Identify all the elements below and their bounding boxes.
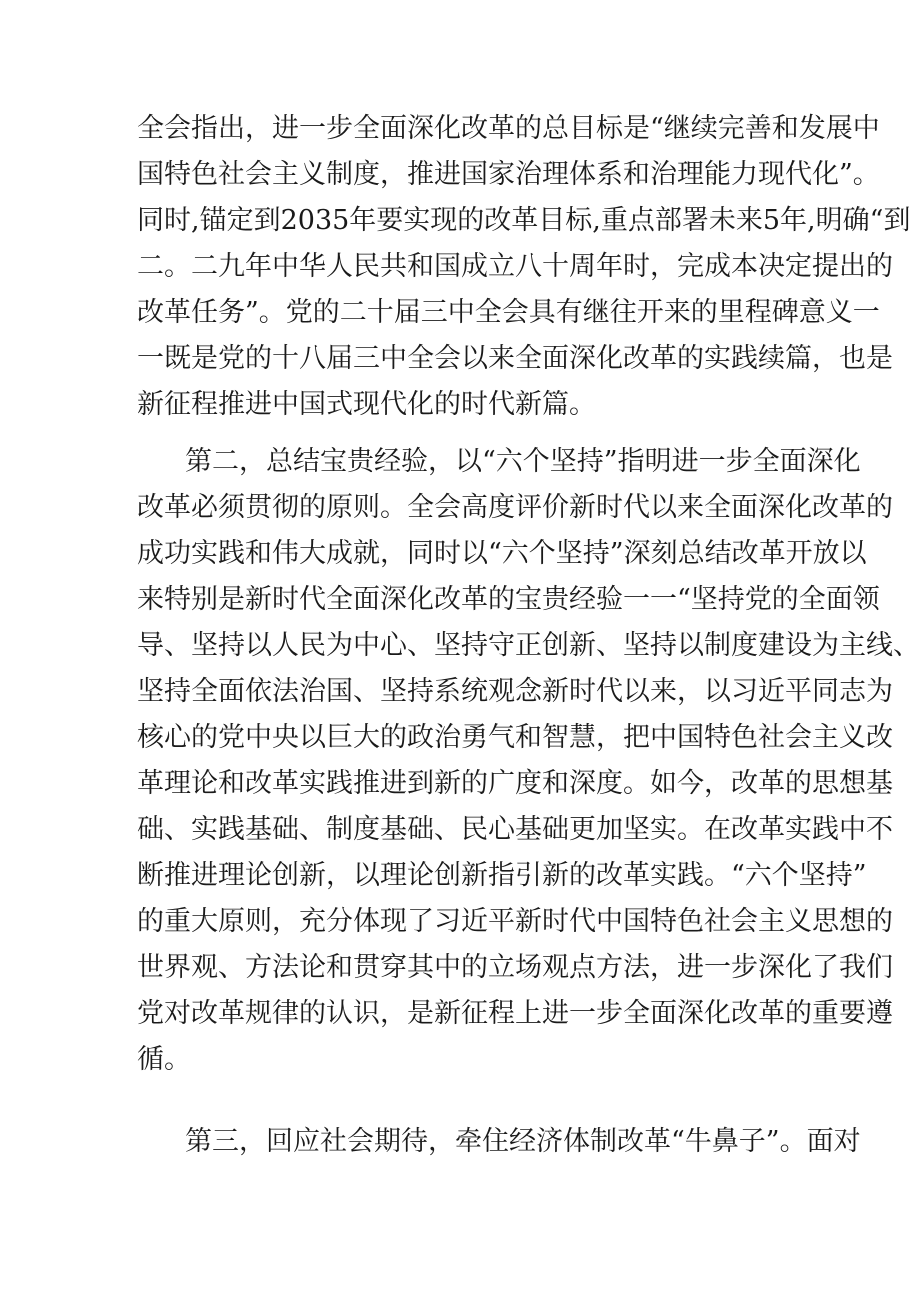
text-line: 坚持全面依法治国、坚持系统观念新时代以来，以习近平同志为 xyxy=(137,676,893,707)
text-line: 循。 xyxy=(137,1044,191,1075)
text-line: 的重大原则，充分体现了习近平新时代中国特色社会主义思想的 xyxy=(137,906,893,937)
text-line: 断推进理论创新，以理论创新指引新的改革实践。“六个坚持” xyxy=(137,860,867,891)
text-line: 改革任务”。党的二十届三中全会具有继往开来的里程碑意义一 xyxy=(137,297,880,328)
paragraph-start-line: 第二，总结宝贵经验，以“六个坚持”指明进一步全面深化 xyxy=(185,446,861,477)
text-line: 国特色社会主义制度，推进国家治理体系和治理能力现代化”。 xyxy=(137,159,880,190)
text-line: 党对改革规律的认识，是新征程上进一步全面深化改革的重要遵 xyxy=(137,998,893,1029)
text-line: 同时,锚定到2035年要实现的改革目标,重点部署未来5年,明确“到 xyxy=(137,205,911,236)
text-line: 二。二九年中华人民共和国成立八十周年时，完成本决定提出的 xyxy=(137,251,893,282)
text-line: 成功实践和伟大成就，同时以“六个坚持”深刻总结改革开放以 xyxy=(137,538,867,569)
text-line: 全会指出，进一步全面深化改革的总目标是“继续完善和发展中 xyxy=(137,113,880,144)
text-line: 改革必须贯彻的原则。全会高度评价新时代以来全面深化改革的 xyxy=(137,492,893,523)
text-line: 础、实践基础、制度基础、民心基础更加坚实。在改革实践中不 xyxy=(137,814,893,845)
text-line: 来特别是新时代全面深化改革的宝贵经验一一“坚持党的全面领 xyxy=(137,584,880,615)
text-line: 核心的党中央以巨大的政治勇气和智慧，把中国特色社会主义改 xyxy=(137,722,893,753)
text-line: 导、坚持以人民为中心、坚持守正创新、坚持以制度建设为主线、 xyxy=(137,630,920,661)
text-line: 革理论和改革实践推进到新的广度和深度。如今，改革的思想基 xyxy=(137,768,893,799)
text-line: 一既是党的十八届三中全会以来全面深化改革的实践续篇，也是 xyxy=(137,343,893,374)
paragraph-start-line: 第三，回应社会期待，牵住经济体制改革“牛鼻子”。面对 xyxy=(185,1126,861,1157)
text-line: 新征程推进中国式现代化的时代新篇。 xyxy=(137,389,596,420)
text-line: 世界观、方法论和贯穿其中的立场观点方法，进一步深化了我们 xyxy=(137,952,893,983)
